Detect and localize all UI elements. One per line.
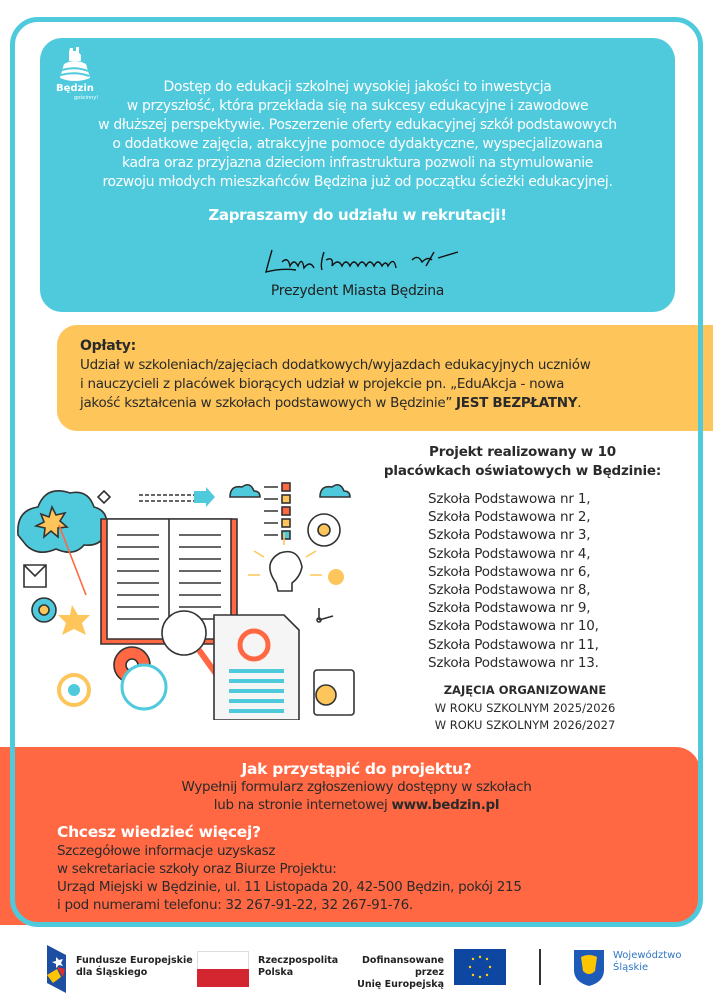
- education-illustration: [14, 475, 364, 724]
- invite-heading: Zapraszamy do udziału w rekrutacji!: [208, 206, 507, 224]
- fees-text: [80, 337, 590, 413]
- project-title-line: placówkach oświatowych w Będzinie:: [383, 463, 662, 479]
- fe-text: dla Śląskiego: [76, 967, 148, 978]
- school-item: Szkoła Podstawowa nr 13.: [428, 654, 599, 671]
- project-title-line: Projekt realizowany w 10: [429, 444, 616, 460]
- ws-text: Województwo: [613, 950, 682, 961]
- website-link[interactable]: www.bedzin.pl: [391, 797, 500, 813]
- eu-text: Dofinansowane przez: [362, 955, 444, 978]
- fees-line: Udział w szkoleniach/zajęciach dodatkowych/wyjazdach edukacyjnych uczniów: [80, 357, 591, 373]
- intro-line: Dostęp do edukacji szkolnej wysokiej jakości to inwestycja: [163, 79, 552, 95]
- svg-text:Będzin: Będzin: [56, 83, 94, 94]
- school-item: Szkoła Podstawowa nr 1,: [428, 491, 591, 507]
- intro-line: o dodatkowe zajęcia, atrakcyjne pomoce dydaktyczne, wyspecjalizowana: [112, 136, 603, 152]
- rp-text: Polska: [258, 967, 294, 978]
- more-line: Szczegółowe informacje uzyskasz: [57, 843, 276, 859]
- school-item: Szkoła Podstawowa nr 4,: [428, 545, 591, 562]
- silesia-coat-of-arms-icon: [573, 949, 605, 987]
- school-item: Szkoła Podstawowa nr 10,: [428, 618, 599, 635]
- intro-line: kadra oraz przyjazna dzieciom infrastruktura pozwoli na stymulowanie: [121, 155, 594, 171]
- year-item: W ROKU SZKOLNYM 2025/2026: [434, 700, 616, 715]
- eu-flag-icon: [454, 949, 506, 985]
- fees-end: .: [577, 395, 582, 411]
- intro-text: [40, 78, 675, 192]
- more-info: [57, 822, 522, 914]
- more-line: Urząd Miejski w Będzinie, ul. 11 Listopada 20, 42-500 Będzin, pokój 215: [57, 879, 522, 895]
- school-item: Szkoła Podstawowa nr 3,: [428, 527, 591, 544]
- signer-title: Prezydent Miasta Będzina: [270, 283, 445, 299]
- school-years: [400, 682, 650, 735]
- how-line: lub na stronie internetowej: [213, 797, 388, 813]
- fees-free-emphasis: JEST BEZPŁATNY: [456, 395, 578, 411]
- school-item: Szkoła Podstawowa nr 2,: [428, 509, 591, 526]
- more-line: w sekretariacie szkoły oraz Biurze Projektu:: [57, 861, 337, 877]
- fe-logo-icon: [44, 945, 68, 993]
- years-title: ZAJĘCIA ORGANIZOWANE: [443, 683, 607, 697]
- funding-footer: [0, 935, 713, 995]
- ws-text: Śląskie: [613, 962, 649, 973]
- footer-divider: [539, 949, 541, 985]
- more-title: Chcesz wiedzieć więcej?: [57, 823, 261, 841]
- schools-list: [428, 490, 599, 672]
- eu-text: Unię Europejską: [357, 979, 444, 990]
- svg-text:gościnny!: gościnny!: [74, 95, 99, 100]
- fe-text: Fundusze Europejskie: [76, 955, 193, 966]
- intro-line: w dłuższej perspektywie. Poszerzenie oferty edukacyjnej szkół podstawowych: [98, 117, 617, 133]
- fees-line: jakość kształcenia w szkołach podstawowych w Będzinie”: [80, 395, 453, 411]
- intro-line: w przyszłość, która przekłada się na sukcesy edukacyjne i zawodowe: [126, 98, 589, 114]
- more-line: i pod numerami telefonu: 32 267-91-22, 32 267-91-76.: [57, 897, 413, 913]
- how-to-join: [0, 760, 713, 814]
- how-title: Jak przystąpić do projektu?: [241, 760, 472, 778]
- school-item: Szkoła Podstawowa nr 11,: [428, 636, 599, 653]
- signature: [262, 244, 462, 282]
- how-line: Wypełnij formularz zgłoszeniowy dostępny w szkołach: [181, 779, 532, 795]
- polish-flag-icon: [197, 951, 249, 987]
- intro-line: rozwoju młodych mieszkańców Będzina już od początku ścieżki edukacyjnej.: [102, 174, 613, 190]
- school-item: Szkoła Podstawowa nr 6,: [428, 563, 591, 580]
- project-title: [350, 443, 695, 481]
- rp-text: Rzeczpospolita: [258, 955, 339, 966]
- school-item: Szkoła Podstawowa nr 9,: [428, 600, 591, 617]
- school-item: Szkoła Podstawowa nr 8,: [428, 582, 591, 599]
- fees-line: i nauczycieli z placówek biorących udział w projekcie pn. „EduAkcja - nowa: [80, 376, 565, 392]
- year-item: W ROKU SZKOLNYM 2026/2027: [434, 718, 616, 732]
- fees-title: Opłaty:: [80, 338, 136, 354]
